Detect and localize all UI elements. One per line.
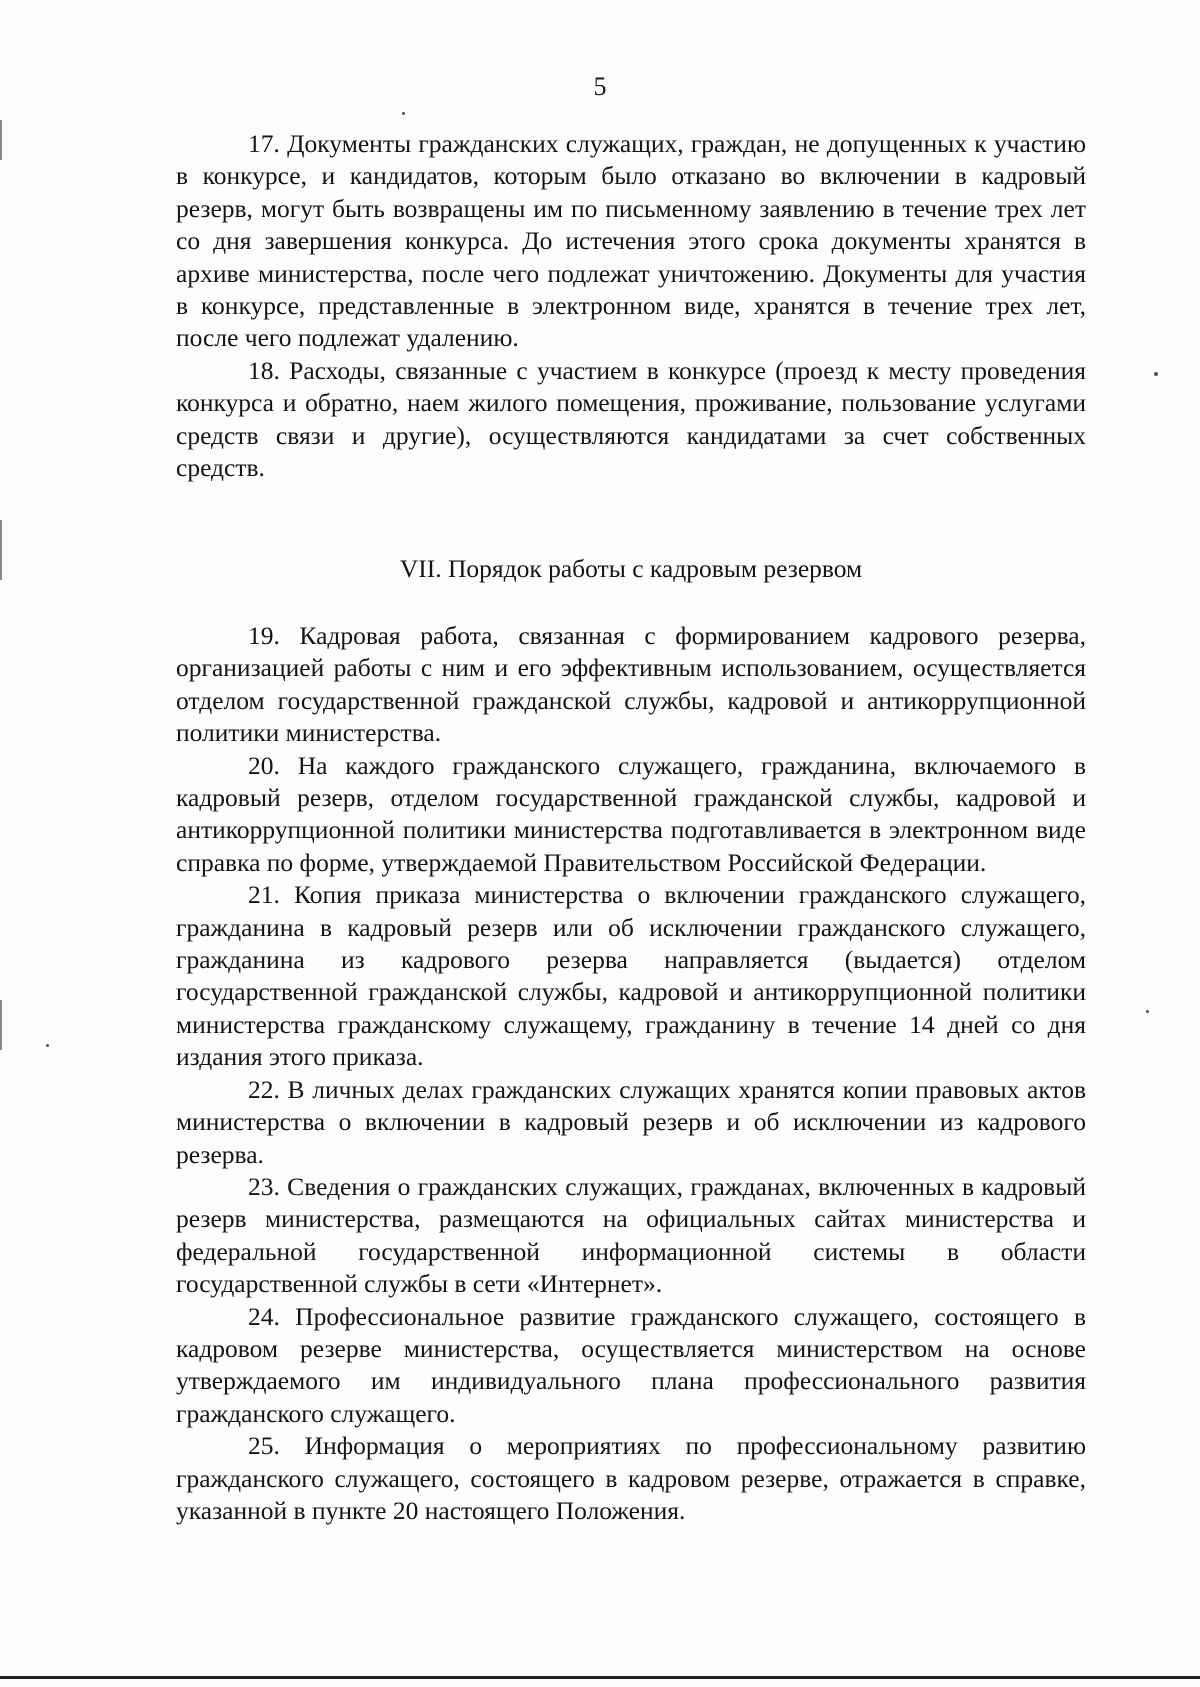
paragraph-22: 22. В личных делах гражданских служащих хранятся копии правовых актов министерства о включении в кадровый резерв и об исключении из кадрового резерва. [176, 1074, 1086, 1169]
paragraph-20: 20. На каждого гражданского служащего, гражданина, включаемого в кадровый резерв, отделом государственной гражданской службы, кадровой и антикоррупционной политики министерства подготавливается в электронном виде справка по форме, утверждаемой Правительством Российской Федерации. [176, 750, 1086, 877]
paragraph-25: 25. Информация о мероприятиях по профессиональному развитию гражданского служащего, состоящего в кадровом резерве, отражается в справке, указанной в пункте 20 настоящего Положения. [176, 1431, 1086, 1525]
paragraph-17: 17. Документы гражданских служащих, граждан, не допущенных к участию в конкурсе, и кандидатов, которым было отказано во включении в кадровый резерв, могут быть возвращены им по письменному заявлению в течение трех лет со дня завершения конкурса. До истечения этого срока документы хранятся в архиве министерства, после чего подлежат уничтожению. Документы для участия в конкурсе, представленные в электронном виде, хранятся в течение трех лет, после чего подлежат удалению. [176, 129, 1086, 353]
scan-speck [1154, 372, 1158, 376]
paragraph-23: 23. Сведения о гражданских служащих, гражданах, включенных в кадровый резерв министерства, размещаются на официальных сайтах министерства и федеральной государственной информационной системы в области государственной службы в сети «Интернет». [176, 1171, 1086, 1299]
scan-edge-mark [0, 1000, 2, 1050]
paragraph-group-procedures [176, 128, 1086, 484]
paragraph-21: 21. Копия приказа министерства о включении гражданского служащего, гражданина в кадровый резерв или об исключении гражданского служащего, гражданина из кадрового резерва направляется (выдается) отделом государственной гражданской службы, кадровой и антикоррупционной политики министерства гражданскому служащему, гражданину в течение 14 дней со дня издания этого приказа. [176, 880, 1086, 1072]
paragraph-18: 18. Расходы, связанные с участием в конкурсе (проезд к месту проведения конкурса и обратно, наем жилого помещения, проживание, пользование услугами средств связи и другие), осуществляются кандидатами за счет собственных средств. [176, 355, 1086, 483]
paragraph-19: 19. Кадровая работа, связанная с формированием кадрового резерва, организацией работы с ним и его эффективным использованием, осуществляется отделом государственной гражданской службы, кадровой и антикоррупционной политики министерства. [176, 621, 1086, 748]
paragraph-24: 24. Профессиональное развитие гражданского служащего, состоящего в кадровом резерве министерства, осуществляется министерством на основе утверждаемого им индивидуального плана профессионального развития гражданского служащего. [176, 1301, 1086, 1428]
section-heading-container [176, 553, 1086, 585]
scan-speck [402, 112, 405, 115]
page-number: 5 [593, 72, 607, 101]
scan-edge-mark [0, 520, 2, 580]
scan-bottom-rule [0, 1676, 1200, 1679]
section-heading: VII. Порядок работы с кадровым резервом [399, 554, 863, 583]
scan-edge-mark [0, 120, 2, 160]
scan-speck [46, 1044, 49, 1047]
paragraph-group-reserve [176, 620, 1086, 1527]
scan-speck [1146, 1010, 1149, 1013]
